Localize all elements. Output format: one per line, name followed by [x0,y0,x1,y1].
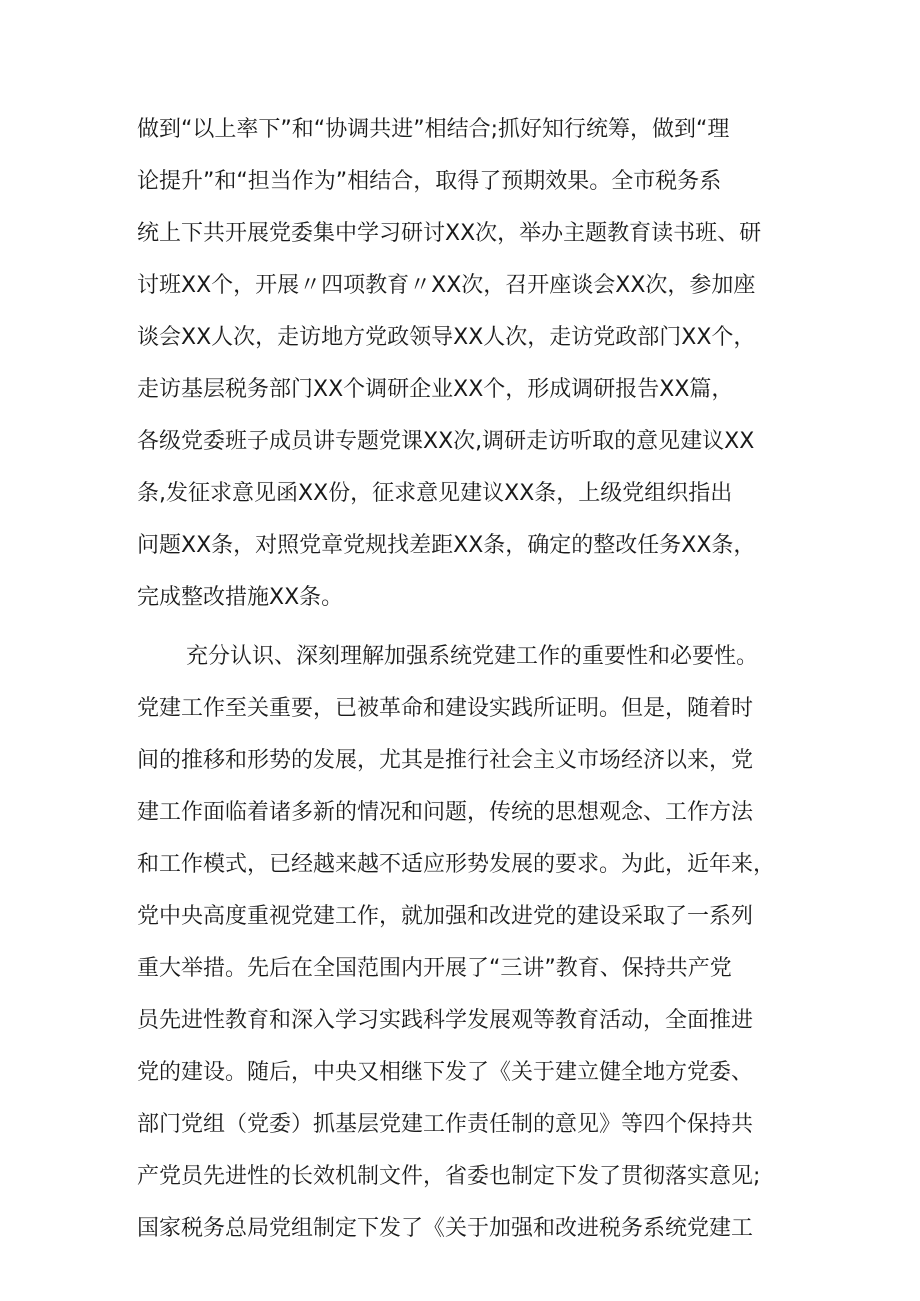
text-line: 党建工作至关重要，已被革命和建设实践所证明。但是，随着时 [137,696,754,721]
text-line: 统上下共开展党委集中学习研讨XX次，举办主题教育读书班、研 [137,221,762,246]
text-line: 做到“以上率下”和“协调共进”相结合;抓好知行统筹，做到“理 [137,117,730,142]
text-line: 讨班XX个，开展〃四项教育〃XX次，召开座谈会XX次，参加座 [137,273,756,298]
text-line: 间的推移和形势的发展，尤其是推行社会主义市场经济以来，党 [137,748,754,773]
text-line: 重大举措。先后在全国范围内开展了“三讲”教育、保持共产党 [137,956,732,981]
text-line: 完成整改措施XX条。 [137,585,344,610]
text-line: 部门党组（党委）抓基层党建工作责任制的意见》等四个保持共 [137,1112,754,1137]
text-line: 和工作模式，已经越来越不适应形势发展的要求。为此，近年来， [137,852,776,877]
text-line: 论提升”和“担当作为”相结合，取得了预期效果。全市税务系 [137,169,722,194]
text-line: 条,发征求意见函XX份，征求意见建议XX条，上级党组织指出 [137,481,733,506]
text-line: 建工作面临着诸多新的情况和问题，传统的思想观念、工作方法 [137,800,754,825]
text-line: 国家税务总局党组制定下发了《关于加强和改进税务系统党建工 [137,1216,754,1241]
text-line: 党的建设。随后，中央又相继下发了《关于建立健全地方党委、 [137,1060,754,1085]
text-line: 充分认识、深刻理解加强系统党建工作的重要性和必要性。 [186,644,759,669]
text-line: 产党员先进性的长效机制文件，省委也制定下发了贯彻落实意见; [137,1164,761,1189]
text-line: 各级党委班子成员讲专题党课XX次,调研走访听取的意见建议XX [137,429,755,454]
text-line: 谈会XX人次，走访地方党政领导XX人次，走访党政部门XX个， [137,325,756,350]
text-line: 走访基层税务部门XX个调研企业XX个，形成调研报告XX篇， [137,377,734,402]
text-line: 员先进性教育和深入学习实践科学发展观等教育活动，全面推进 [137,1008,754,1033]
text-line: 党中央高度重视党建工作，就加强和改进党的建设采取了一系列 [137,904,754,929]
text-line: 问题XX条，对照党章党规找差距XX条，确定的整改任务XX条， [137,533,756,558]
